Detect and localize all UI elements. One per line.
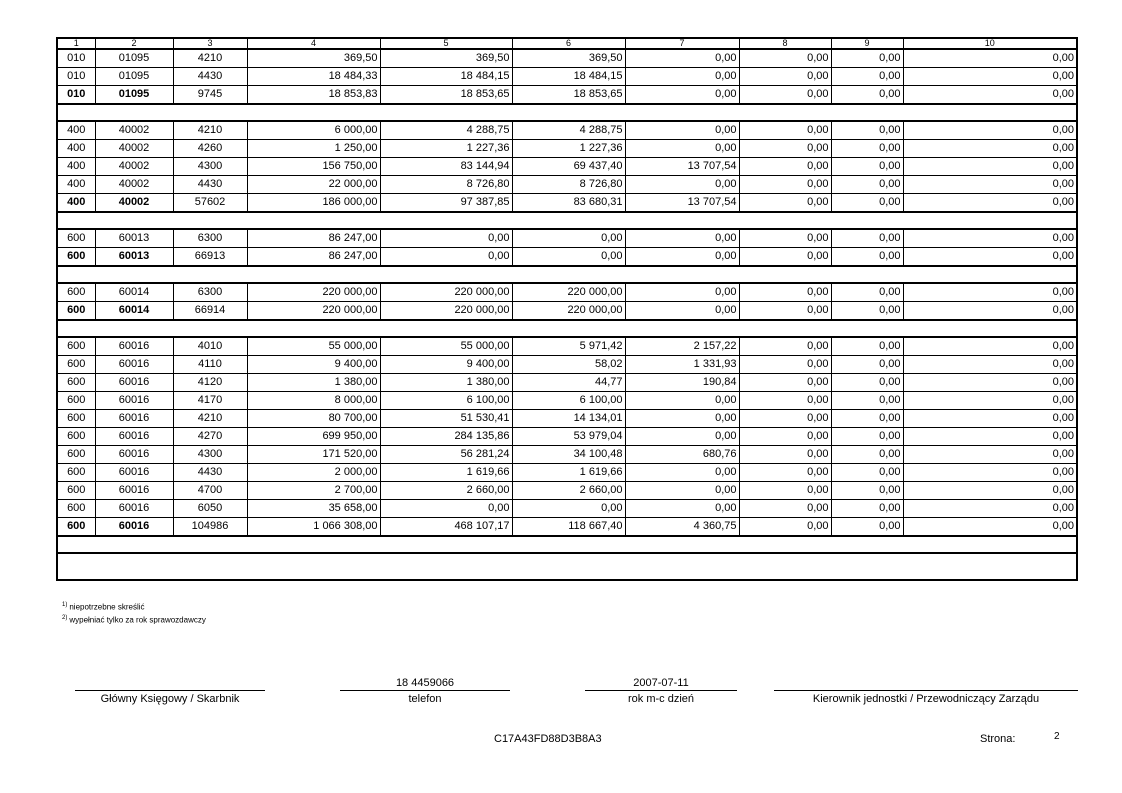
table-cell: 18 853,65 [512,86,625,105]
table-cell: 400 [58,140,95,158]
column-header: 7 [625,39,739,49]
column-header: 8 [739,39,831,49]
table-cell: 8 726,80 [512,176,625,194]
footnotes [62,600,206,625]
table-cell: 220 000,00 [380,302,512,321]
table-cell: 80 700,00 [247,410,380,428]
table-cell: 0,00 [903,283,1076,302]
table-cell: 220 000,00 [512,283,625,302]
table-cell: 0,00 [512,248,625,267]
table-cell: 400 [58,158,95,176]
date-value: 2007-07-11 [633,677,689,689]
table-cell: 0,00 [625,140,739,158]
table-cell: 0,00 [831,392,903,410]
table-row [58,229,1076,248]
table-cell: 56 281,24 [380,446,512,464]
table-cell: 4210 [173,49,247,68]
table-cell: 4 288,75 [512,121,625,140]
table-cell: 66913 [173,248,247,267]
document-code: C17A43FD88D3B8A3 [494,733,602,745]
page-number: 2 [1054,731,1060,742]
table-cell: 0,00 [903,392,1076,410]
table-cell: 0,00 [903,121,1076,140]
table-cell: 0,00 [831,482,903,500]
table-cell: 0,00 [739,428,831,446]
table-cell: 2 700,00 [247,482,380,500]
table-cell: 53 979,04 [512,428,625,446]
table-cell: 9 400,00 [380,356,512,374]
signature-head-label: Kierownik jednostki / Przewodniczący Zarządu [812,693,1040,705]
table-cell: 0,00 [739,356,831,374]
table-cell: 14 134,01 [512,410,625,428]
table-cell: 0,00 [625,410,739,428]
table-cell: 4170 [173,392,247,410]
table-cell: 0,00 [831,356,903,374]
report-table-body [58,39,1076,553]
table-row [58,392,1076,410]
section-spacer [58,320,1076,337]
table-row [58,374,1076,392]
signature-head [774,676,1078,706]
table-cell: 0,00 [625,428,739,446]
table-cell: 220 000,00 [512,302,625,321]
table-cell: 40002 [95,176,173,194]
table-cell: 6 100,00 [512,392,625,410]
table-cell: 1 066 308,00 [247,518,380,537]
table-cell: 0,00 [739,176,831,194]
report-table-frame [56,37,1078,581]
table-cell: 01095 [95,86,173,105]
table-cell: 83 144,94 [380,158,512,176]
table-cell: 13 707,54 [625,194,739,213]
table-cell: 0,00 [625,500,739,518]
table-cell: 0,00 [739,337,831,356]
signature-accountant-label: Główny Księgowy / Skarbnik [100,693,240,705]
table-total-row [58,86,1076,105]
table-cell: 0,00 [739,248,831,267]
column-header: 3 [173,39,247,49]
table-cell: 0,00 [831,158,903,176]
table-cell: 0,00 [903,248,1076,267]
table-cell: 680,76 [625,446,739,464]
table-row [58,356,1076,374]
table-cell: 0,00 [625,482,739,500]
table-cell: 400 [58,176,95,194]
table-cell: 83 680,31 [512,194,625,213]
table-cell: 010 [58,68,95,86]
table-cell: 0,00 [903,302,1076,321]
table-cell: 4210 [173,121,247,140]
table-cell: 4010 [173,337,247,356]
table-cell: 0,00 [903,374,1076,392]
table-row [58,68,1076,86]
section-spacer [58,536,1076,553]
table-cell: 2 660,00 [380,482,512,500]
table-row [58,176,1076,194]
table-cell: 400 [58,194,95,213]
table-row [58,410,1076,428]
table-row [58,500,1076,518]
table-cell: 0,00 [380,248,512,267]
table-cell: 69 437,40 [512,158,625,176]
table-cell: 97 387,85 [380,194,512,213]
table-cell: 0,00 [512,229,625,248]
table-cell: 18 853,83 [247,86,380,105]
table-cell: 40002 [95,194,173,213]
table-cell: 0,00 [903,337,1076,356]
table-cell: 0,00 [831,49,903,68]
table-cell: 0,00 [739,158,831,176]
table-cell: 51 530,41 [380,410,512,428]
table-cell: 0,00 [831,446,903,464]
table-cell: 0,00 [739,464,831,482]
table-cell: 01095 [95,68,173,86]
table-cell: 0,00 [739,68,831,86]
table-cell: 186 000,00 [247,194,380,213]
table-cell: 0,00 [625,121,739,140]
table-cell: 4300 [173,446,247,464]
table-cell: 190,84 [625,374,739,392]
table-cell: 0,00 [831,194,903,213]
table-cell: 0,00 [903,518,1076,537]
table-cell: 1 227,36 [380,140,512,158]
table-cell: 60016 [95,500,173,518]
table-cell: 60016 [95,374,173,392]
table-cell: 0,00 [625,229,739,248]
table-cell: 0,00 [831,248,903,267]
table-cell: 40002 [95,121,173,140]
table-cell: 0,00 [512,500,625,518]
table-cell: 9 400,00 [247,356,380,374]
table-cell: 0,00 [903,482,1076,500]
table-header-row [58,39,1076,49]
table-cell: 18 484,33 [247,68,380,86]
table-cell: 60016 [95,356,173,374]
table-cell: 0,00 [831,464,903,482]
table-cell: 0,00 [903,49,1076,68]
table-total-row [58,518,1076,537]
table-cell: 0,00 [739,500,831,518]
table-row [58,283,1076,302]
table-row [58,446,1076,464]
table-cell: 0,00 [831,302,903,321]
table-cell: 55 000,00 [380,337,512,356]
table-cell: 35 658,00 [247,500,380,518]
table-cell: 0,00 [625,302,739,321]
table-cell: 4300 [173,158,247,176]
phone-label: telefon [408,693,442,705]
table-cell: 0,00 [831,428,903,446]
table-cell: 86 247,00 [247,229,380,248]
table-cell: 1 380,00 [247,374,380,392]
table-cell: 4270 [173,428,247,446]
table-cell: 600 [58,248,95,267]
table-cell: 0,00 [903,86,1076,105]
table-cell: 4 288,75 [380,121,512,140]
table-cell: 0,00 [831,229,903,248]
column-header: 1 [58,39,95,49]
table-cell: 0,00 [831,176,903,194]
table-cell: 600 [58,229,95,248]
table-cell: 400 [58,121,95,140]
table-cell: 156 750,00 [247,158,380,176]
table-cell: 0,00 [903,194,1076,213]
table-cell: 60014 [95,283,173,302]
table-cell: 104986 [173,518,247,537]
table-total-row [58,302,1076,321]
table-cell: 55 000,00 [247,337,380,356]
table-cell: 600 [58,392,95,410]
table-cell: 4260 [173,140,247,158]
table-cell: 0,00 [903,446,1076,464]
table-cell: 600 [58,464,95,482]
table-cell: 1 619,66 [380,464,512,482]
table-cell: 1 227,36 [512,140,625,158]
table-cell: 0,00 [903,500,1076,518]
footnote-1: $^{1)}$ niepotrzebne skreślić [62,602,145,612]
table-cell: 0,00 [831,121,903,140]
table-cell: 0,00 [831,86,903,105]
table-cell: 284 135,86 [380,428,512,446]
table-cell: 0,00 [739,410,831,428]
table-cell: 44,77 [512,374,625,392]
table-cell: 0,00 [903,356,1076,374]
table-total-row [58,248,1076,267]
table-cell: 4110 [173,356,247,374]
table-cell: 6050 [173,500,247,518]
footnote-2: $^{2)}$ wypełniać tylko za rok sprawozdawczy [62,614,206,625]
table-cell: 600 [58,482,95,500]
table-cell: 0,00 [739,194,831,213]
table-cell: 0,00 [903,140,1076,158]
table-cell: 010 [58,86,95,105]
table-cell: 0,00 [625,248,739,267]
signature-date [585,676,737,706]
table-cell: 0,00 [625,86,739,105]
table-cell: 60014 [95,302,173,321]
table-row [58,158,1076,176]
table-cell: 0,00 [625,49,739,68]
table-cell: 8 726,80 [380,176,512,194]
table-cell: 0,00 [903,428,1076,446]
table-cell: 010 [58,49,95,68]
table-cell: 0,00 [625,392,739,410]
table-cell: 0,00 [903,229,1076,248]
column-header: 5 [380,39,512,49]
signature-phone [340,676,510,706]
column-header: 9 [831,39,903,49]
table-cell: 18 853,65 [380,86,512,105]
table-row [58,140,1076,158]
table-cell: 220 000,00 [247,302,380,321]
table-cell: 600 [58,337,95,356]
table-cell: 18 484,15 [380,68,512,86]
table-cell: 600 [58,283,95,302]
table-cell: 118 667,40 [512,518,625,537]
table-cell: 0,00 [739,86,831,105]
table-cell: 6 100,00 [380,392,512,410]
table-cell: 60016 [95,446,173,464]
table-cell: 600 [58,446,95,464]
table-cell: 0,00 [903,176,1076,194]
table-cell: 600 [58,518,95,537]
table-cell: 0,00 [739,518,831,537]
table-cell: 5 971,42 [512,337,625,356]
table-cell: 0,00 [831,140,903,158]
section-spacer [58,104,1076,121]
table-cell: 86 247,00 [247,248,380,267]
table-cell: 0,00 [903,410,1076,428]
table-cell: 0,00 [739,392,831,410]
table-cell: 0,00 [831,283,903,302]
signature-accountant [75,676,265,706]
table-cell: 0,00 [831,500,903,518]
table-cell: 220 000,00 [380,283,512,302]
table-cell: 0,00 [625,283,739,302]
table-cell: 60013 [95,229,173,248]
table-cell: 0,00 [739,140,831,158]
table-cell: 4210 [173,410,247,428]
table-cell: 34 100,48 [512,446,625,464]
table-cell: 0,00 [739,446,831,464]
table-cell: 66914 [173,302,247,321]
table-cell: 2 157,22 [625,337,739,356]
table-cell: 60016 [95,410,173,428]
table-cell: 22 000,00 [247,176,380,194]
table-cell: 600 [58,356,95,374]
report-table [58,39,1076,554]
table-cell: 0,00 [831,518,903,537]
table-cell: 0,00 [739,283,831,302]
table-cell: 4430 [173,68,247,86]
table-cell: 4430 [173,176,247,194]
table-cell: 60016 [95,428,173,446]
table-row [58,121,1076,140]
table-cell: 8 000,00 [247,392,380,410]
table-cell: 40002 [95,158,173,176]
column-header: 2 [95,39,173,49]
table-cell: 0,00 [903,464,1076,482]
table-cell: 58,02 [512,356,625,374]
table-cell: 4430 [173,464,247,482]
table-row [58,464,1076,482]
table-cell: 0,00 [625,176,739,194]
table-cell: 60016 [95,518,173,537]
table-cell: 0,00 [903,158,1076,176]
table-row [58,482,1076,500]
table-cell: 1 380,00 [380,374,512,392]
table-cell: 0,00 [739,229,831,248]
table-cell: 0,00 [739,482,831,500]
table-cell: 60016 [95,464,173,482]
page-label: Strona: [980,733,1016,745]
table-cell: 2 000,00 [247,464,380,482]
table-cell: 0,00 [831,68,903,86]
table-cell: 0,00 [739,374,831,392]
table-cell: 1 250,00 [247,140,380,158]
table-cell: 600 [58,500,95,518]
table-row [58,428,1076,446]
table-cell: 0,00 [380,229,512,248]
table-cell: 9745 [173,86,247,105]
table-cell: 6300 [173,283,247,302]
table-cell: 6 000,00 [247,121,380,140]
table-cell: 0,00 [903,68,1076,86]
table-cell: 600 [58,302,95,321]
table-cell: 60016 [95,337,173,356]
table-cell: 1 331,93 [625,356,739,374]
table-cell: 1 619,66 [512,464,625,482]
table-cell: 18 484,15 [512,68,625,86]
table-cell: 0,00 [625,68,739,86]
table-cell: 2 660,00 [512,482,625,500]
table-cell: 369,50 [512,49,625,68]
table-cell: 220 000,00 [247,283,380,302]
table-cell: 0,00 [380,500,512,518]
table-cell: 4120 [173,374,247,392]
table-cell: 60016 [95,482,173,500]
table-row [58,337,1076,356]
table-cell: 369,50 [247,49,380,68]
table-cell: 4 360,75 [625,518,739,537]
table-cell: 0,00 [739,49,831,68]
table-cell: 13 707,54 [625,158,739,176]
table-cell: 0,00 [831,374,903,392]
table-cell: 600 [58,374,95,392]
section-spacer [58,266,1076,283]
table-cell: 6300 [173,229,247,248]
date-label: rok m-c dzień [627,693,695,705]
table-cell: 0,00 [739,121,831,140]
table-cell: 0,00 [739,302,831,321]
table-cell: 600 [58,410,95,428]
table-cell: 0,00 [831,337,903,356]
column-header: 10 [903,39,1076,49]
table-cell: 60016 [95,392,173,410]
table-cell: 60013 [95,248,173,267]
table-cell: 600 [58,428,95,446]
table-cell: 01095 [95,49,173,68]
table-total-row [58,194,1076,213]
table-row [58,49,1076,68]
table-cell: 4700 [173,482,247,500]
column-header: 6 [512,39,625,49]
table-cell: 57602 [173,194,247,213]
section-spacer [58,212,1076,229]
table-cell: 369,50 [380,49,512,68]
table-cell: 0,00 [831,410,903,428]
table-cell: 40002 [95,140,173,158]
column-header: 4 [247,39,380,49]
table-cell: 468 107,17 [380,518,512,537]
table-cell: 0,00 [625,464,739,482]
table-cell: 171 520,00 [247,446,380,464]
table-cell: 699 950,00 [247,428,380,446]
phone-value: 18 4459066 [395,677,455,689]
